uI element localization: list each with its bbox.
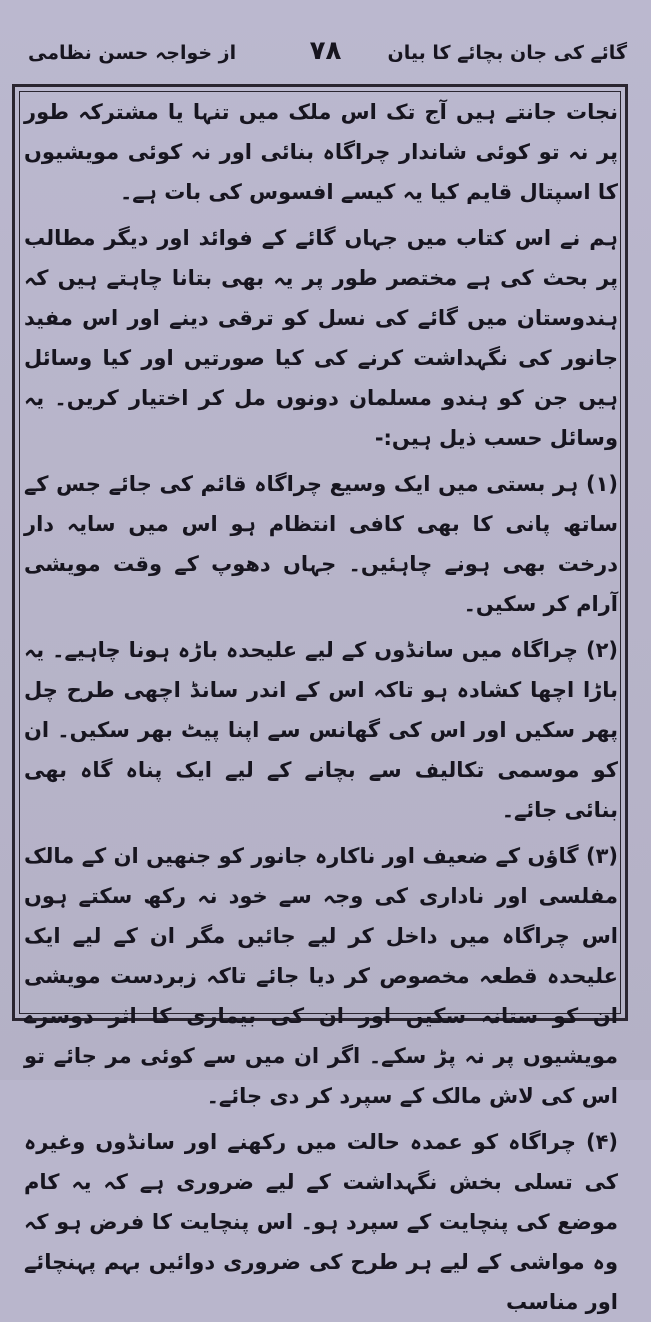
paragraph-point-2: (۲) چراگاہ میں سانڈوں کے لیے علیحدہ باڑہ ہونا چاہیے۔ یہ باڑا اچھا کشادہ ہو تاکہ اس کے اندر سانڈ اچھی طرح چل پھر سکیں اور اس کی گھانس سے اپنا پیٹ بھر سکیں۔ ان کو موسمی تکالیف سے بچانے کے لیے ایک پناہ گاہ بھی بنائی جائے۔ [24,638,618,822]
body-text [16,92,626,1314]
paragraph-purpose: ہم نے اس کتاب میں جہاں گائے کے فوائد اور دیگر مطالب پر بحث کی ہے مختصر طور پر یہ بھی بتانا چاہتے ہیں کہ ہندوستان میں گائے کی نسل کو ترقی دینے اور اس مفید جانور کی نگہداشت کرنے کی کیا صورتیں اور کیا وسائل ہیں جن کو ہندو مسلمان دونوں مل کر اختیار کریں۔ یہ وسائل حسب ذیل ہیں:- [24,226,618,450]
page-header [14,36,637,76]
page-number: ۷۸ [309,36,342,66]
paragraph-point-4: (۴) چراگاہ کو عمدہ حالت میں رکھنے اور سانڈوں وغیرہ کی تسلی بخش نگہداشت کے لیے ضروری ہے کہ یہ کام موضع کی پنچایت کے سپرد ہو۔ اس پنچایت کا فرض ہو کہ وہ مواشی کے لیے ہر طرح کی ضروری دوائیں بہم پہنچائے اور مناسب [24,1130,618,1314]
running-title: گائے کی جان بچائے کا بیان [387,42,627,64]
paragraph-point-1: (۱) ہر بستی میں ایک وسیع چراگاہ قائم کی جائے جس کے ساتھ پانی کا بھی کافی انتظام ہو اس میں سایہ دار درخت بھی ہونے چاہئیں۔ جہاں دھوپ کے وقت مویشی آرام کر سکیں۔ [24,472,618,616]
paragraph-point-3: (۳) گاؤں کے ضعیف اور ناکارہ جانور کو جنھیں ان کے مالک مفلسی اور ناداری کی وجہ سے خود نہ رکھ سکتے ہوں اس چراگاہ میں داخل کر لیے جائیں مگر ان کے لیے ایک علیحدہ قطعہ مخصوص کر دیا جائے تاکہ زبردست مویشی ان کو ستانہ سکیں اور ان کی بیماری کا اثر دوسرے مویشیوں پر نہ پڑ سکے۔ اگر ان میں سے کوئی مر جائے تو اس کی لاش مالک کے سپرد کر دی جائے۔ [24,844,618,1108]
running-author: از خواجہ حسن نظامی [28,42,237,64]
paragraph-intro: نجات جانتے ہیں آج تک اس ملک میں تنہا یا مشترکہ طور پر نہ تو کوئی شاندار چراگاہ بنائی اور نہ کوئی مویشیوں کا اسپتال قایم کیا یہ کیسے افسوس کی بات ہے۔ [24,100,618,204]
